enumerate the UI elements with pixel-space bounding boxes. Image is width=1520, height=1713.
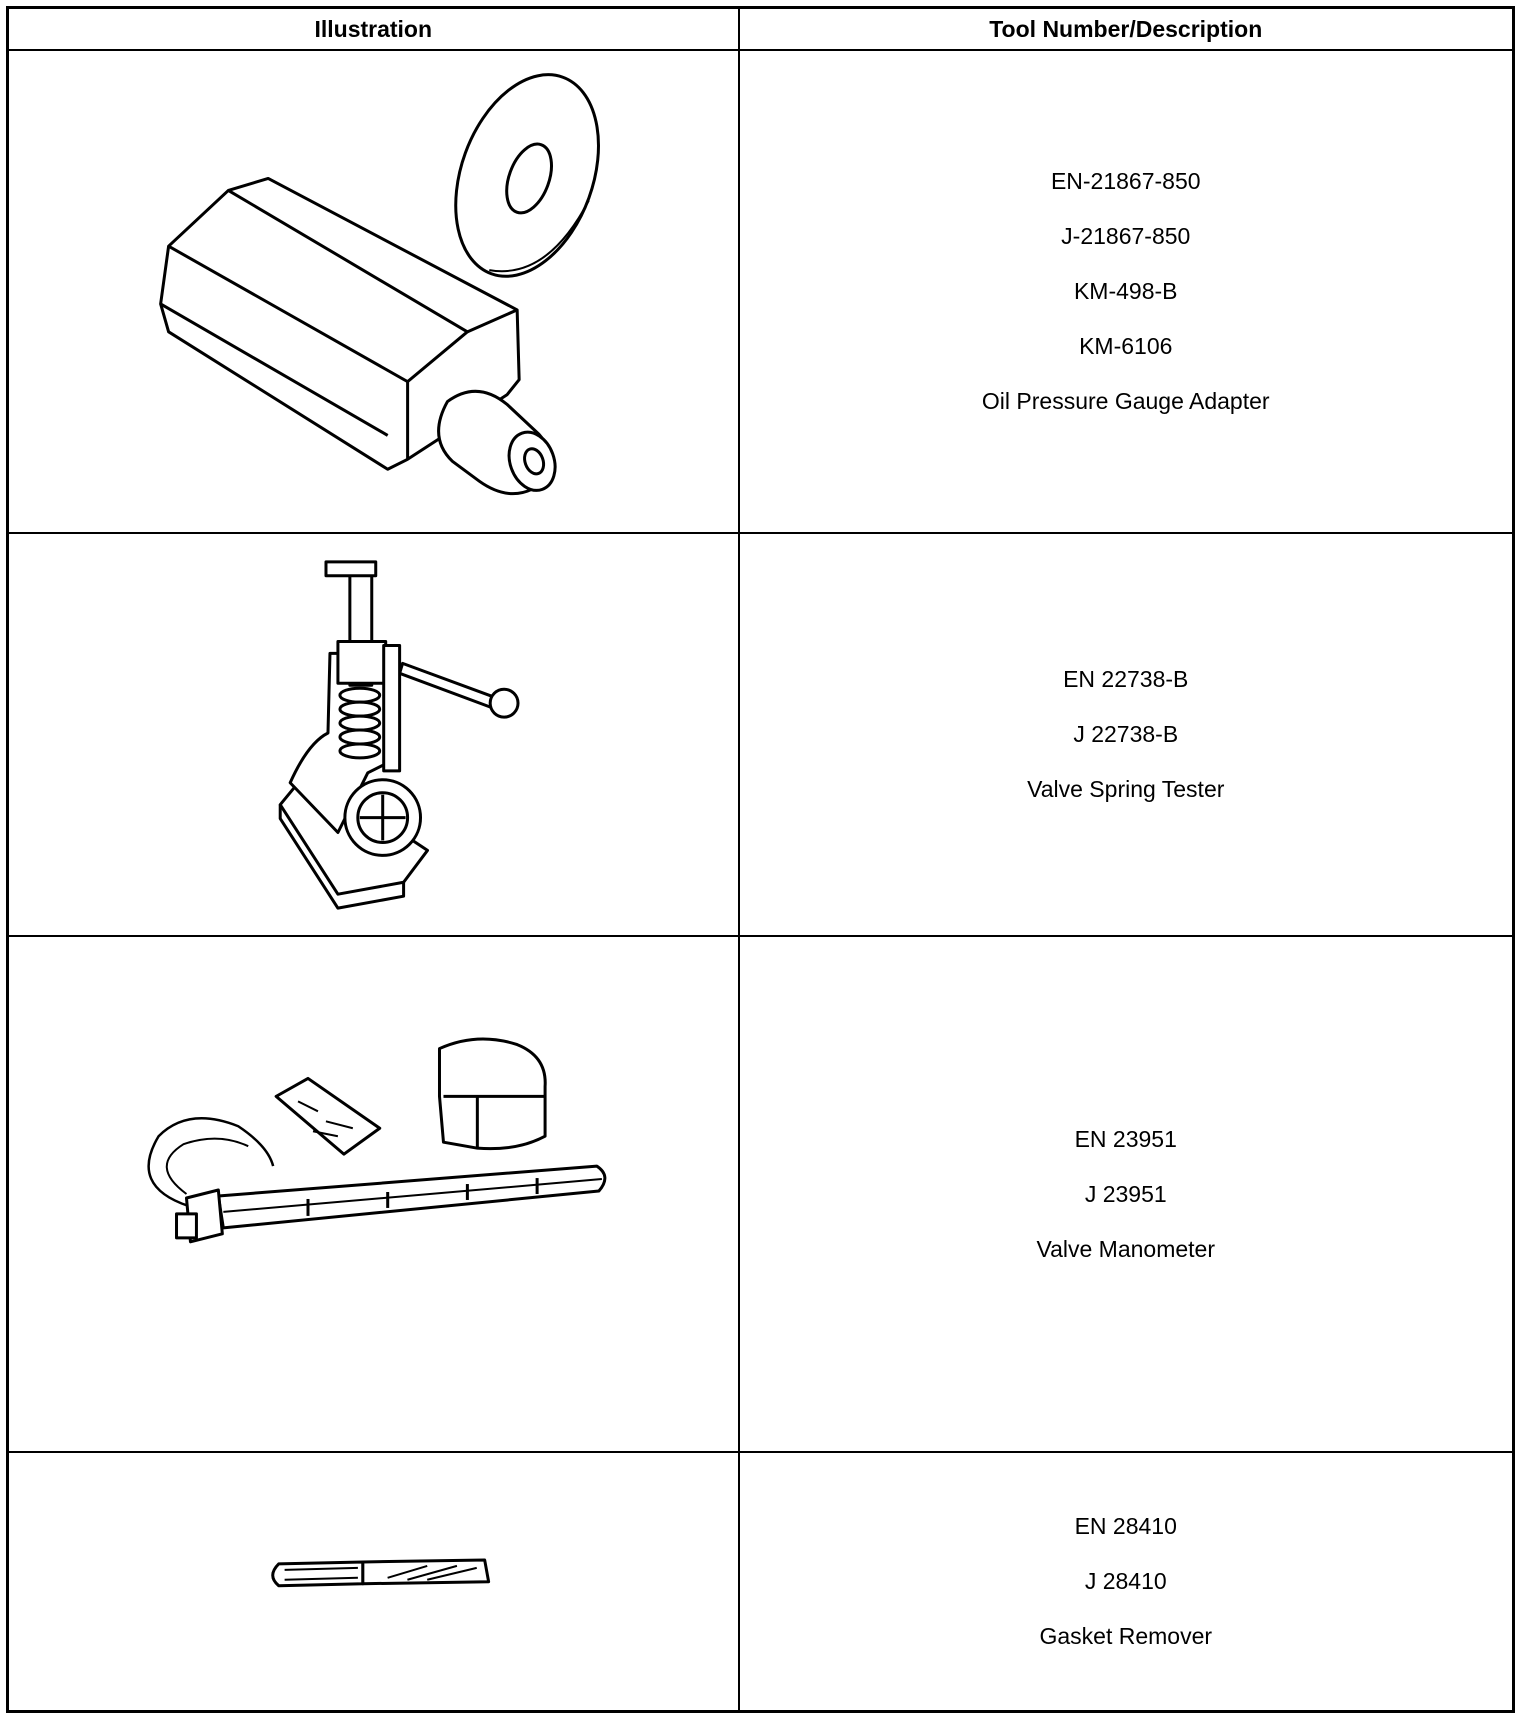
gasket-remover-handle [273,1562,363,1586]
illustration-cell [8,533,739,936]
manometer-cap [439,1039,545,1149]
tester-spring [340,688,380,758]
valve-manometer-illustration [9,937,738,1451]
header-illustration: Illustration [8,8,739,51]
description-cell [739,50,1514,533]
tool-number: EN 28410 [1074,1512,1177,1539]
tool-description: Oil Pressure Gauge Adapter [981,388,1270,414]
tool-number: EN-21867-850 [1050,168,1201,194]
tool-number: EN 22738-B [1063,666,1189,692]
manometer-packet [276,1078,380,1154]
oil-pressure-gauge-adapter-illustration [9,51,738,532]
table-row [8,1452,1514,1711]
special-tools-table [6,6,1515,1713]
description-cell [739,533,1514,936]
header-row [8,8,1514,51]
tool-number: J-21867-850 [1061,223,1191,249]
tool-description: Gasket Remover [1039,1622,1213,1649]
illustration-cell [8,936,739,1452]
tool-description: Valve Manometer [1036,1235,1216,1262]
table-row [8,936,1514,1452]
illustration-cell [8,1452,739,1711]
gasket-remover-illustration [9,1453,738,1710]
tool-number: J 28410 [1084,1567,1167,1594]
tester-lever [400,663,498,708]
tool-number: KM-6106 [1079,333,1173,359]
tool-number: J 22738-B [1073,721,1179,747]
tool-number: EN 23951 [1074,1125,1177,1152]
valve-spring-tester-illustration [9,534,738,935]
gasket-remover-blade [363,1560,489,1584]
illustration-cell [8,50,739,533]
header-tool-number-description: Tool Number/Description [739,8,1514,51]
table-row [8,533,1514,936]
tool-number: KM-498-B [1073,278,1178,304]
table-row [8,50,1514,533]
washer-outer [430,55,625,296]
tool-description: Valve Spring Tester [1027,776,1225,802]
tool-number: J 23951 [1084,1180,1167,1207]
description-cell [739,936,1514,1452]
manometer-tube [218,1166,605,1228]
description-cell [739,1452,1514,1711]
